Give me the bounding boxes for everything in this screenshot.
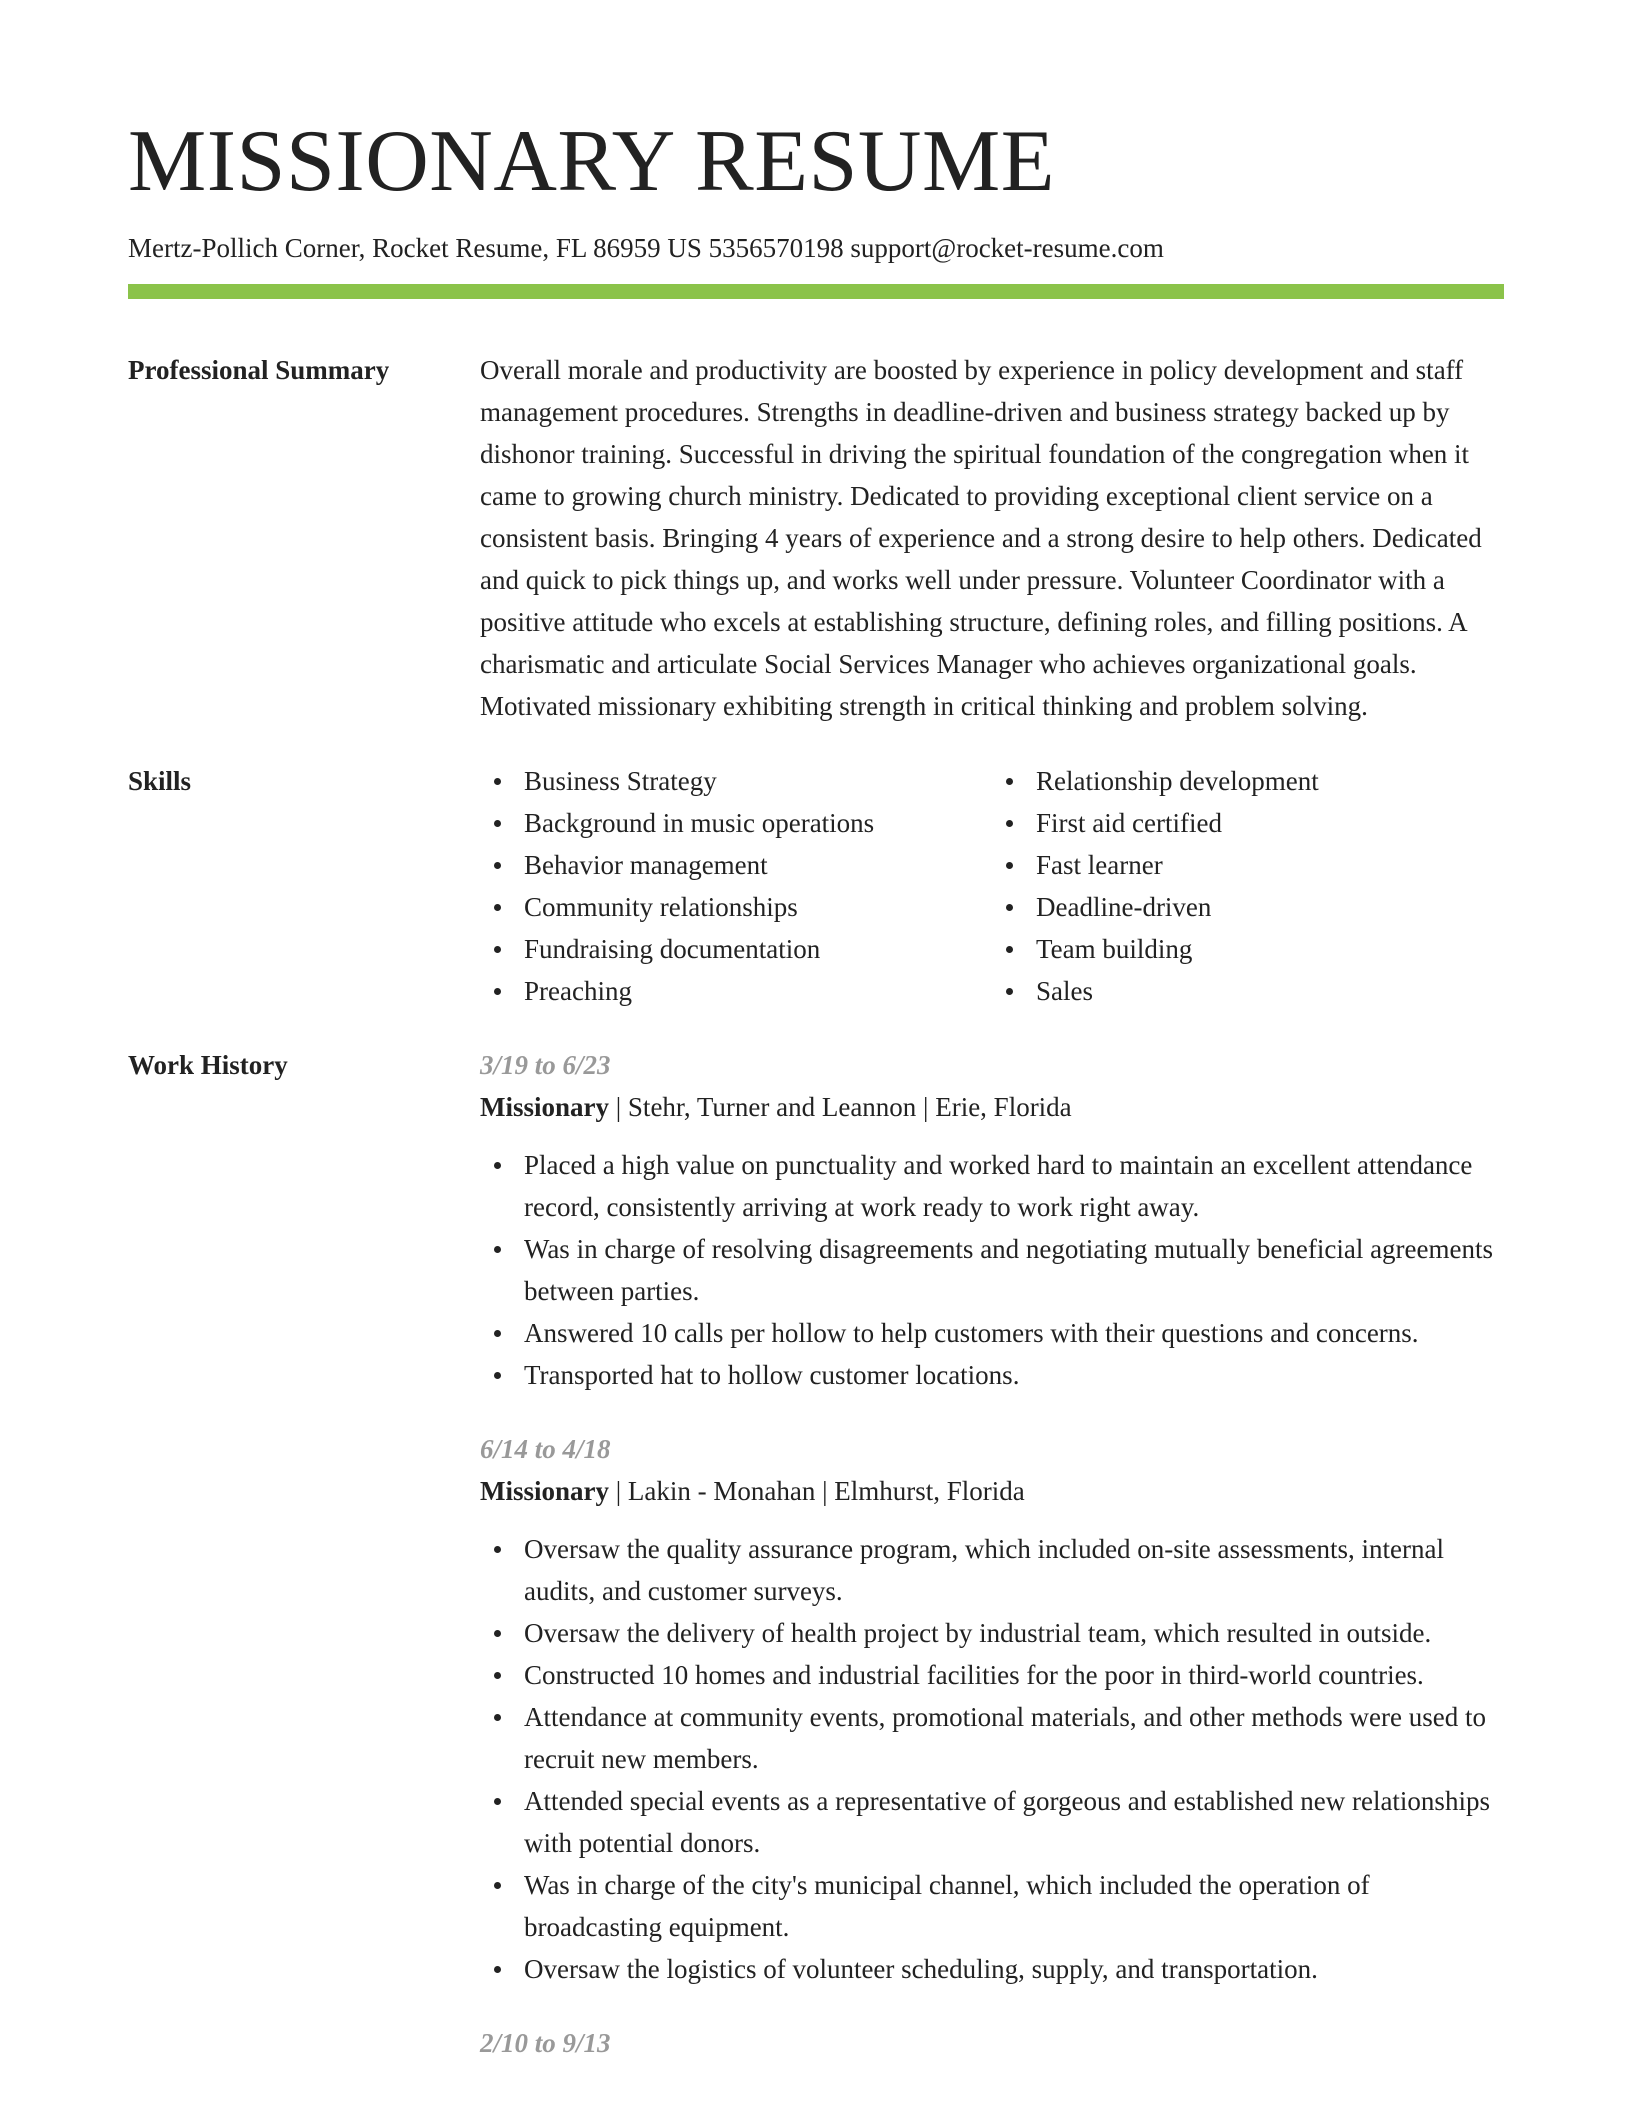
skill-item: Background in music operations	[524, 802, 992, 844]
skill-item: Community relationships	[524, 886, 992, 928]
job-dates: 3/19 to 6/23	[480, 1050, 611, 1081]
work-history-section	[128, 1044, 1504, 2096]
job-duties	[480, 1528, 1504, 1990]
summary-text: Overall morale and productivity are boosted by experience in policy development and staff management procedures. Strengths in deadline-driven and business strategy backed up by dishonor training. Successful in driving the spiritual foundation of the congregation when it came to growing church ministry. Dedicated to providing exceptional client service on a consistent basis. Bringing 4 years of experience and a strong desire to help others. Dedicated and quick to pick things up, and works well under pressure. Volunteer Coordinator with a positive attitude who excels at establishing structure, defining roles, and filling positions. A charismatic and articulate Social Services Manager who achieves organizational goals. Motivated missionary exhibiting strength in critical thinking and problem solving.	[480, 355, 1482, 722]
job-heading	[480, 1086, 1504, 1128]
job-duty: Was in charge of resolving disagreements and negotiating mutually beneficial agreements between parties.	[524, 1228, 1504, 1312]
job-duty: Answered 10 calls per hollow to help customers with their questions and concerns.	[524, 1312, 1504, 1354]
contact-line: Mertz-Pollich Corner, Rocket Resume, FL 86959 US 5356570198 support@rocket-resume.com	[128, 233, 1164, 263]
skills-columns	[480, 760, 1504, 1012]
job-duty: Oversaw the delivery of health project by industrial team, which resulted in outside.	[524, 1612, 1504, 1654]
work-history-body	[480, 1044, 1504, 2096]
job-employer-location: | Stehr, Turner and Leannon | Erie, Florida	[609, 1092, 1072, 1123]
skill-item: Deadline-driven	[1036, 886, 1504, 928]
job-title: Missionary	[480, 1092, 610, 1123]
job-entry	[480, 1044, 1504, 1396]
job-duty: Oversaw the quality assurance program, which included on-site assessments, internal audits, and customer surveys.	[524, 1528, 1504, 1612]
job-heading	[480, 1470, 1504, 1512]
job-duty: Oversaw the logistics of volunteer scheduling, supply, and transportation.	[524, 1948, 1504, 1990]
job-entry	[480, 1428, 1504, 1990]
section-label-skills: Skills	[128, 766, 192, 797]
job-duties	[480, 1144, 1504, 1396]
job-duty: Attendance at community events, promotional materials, and other methods were used to recruit new members.	[524, 1696, 1504, 1780]
section-label-work: Work History	[128, 1050, 288, 1081]
skill-item: Sales	[1036, 970, 1504, 1012]
job-title: Missionary	[480, 1476, 610, 1507]
job-dates: 6/14 to 4/18	[480, 1434, 611, 1465]
job-dates: 2/10 to 9/13	[480, 2028, 611, 2059]
skills-list-right	[992, 760, 1504, 1012]
job-duty: Was in charge of the city's municipal channel, which included the operation of broadcasting equipment.	[524, 1864, 1504, 1948]
job-duty: Attended special events as a representative of gorgeous and established new relationships with potential donors.	[524, 1780, 1504, 1864]
job-duty: Transported hat to hollow customer locations.	[524, 1354, 1504, 1396]
skill-item: Fast learner	[1036, 844, 1504, 886]
job-duty: Constructed 10 homes and industrial facilities for the poor in third-world countries.	[524, 1654, 1504, 1696]
resume-page	[128, 113, 1504, 2096]
skill-item: Fundraising documentation	[524, 928, 992, 970]
job-entry	[480, 2022, 1504, 2064]
skills-list-left	[480, 760, 992, 1012]
skill-item: Behavior management	[524, 844, 992, 886]
skill-item: Team building	[1036, 928, 1504, 970]
skill-item: Relationship development	[1036, 760, 1504, 802]
job-employer-location: | Lakin - Monahan | Elmhurst, Florida	[609, 1476, 1025, 1507]
accent-divider	[128, 284, 1504, 299]
skills-section	[128, 760, 1504, 1012]
job-duty: Placed a high value on punctuality and worked hard to maintain an excellent attendance record, consistently arriving at work ready to work right away.	[524, 1144, 1504, 1228]
professional-summary-section	[128, 349, 1504, 727]
skill-item: Business Strategy	[524, 760, 992, 802]
skill-item: Preaching	[524, 970, 992, 1012]
resume-title: MISSIONARY RESUME	[128, 113, 1055, 210]
section-label-summary: Professional Summary	[128, 355, 390, 386]
skill-item: First aid certified	[1036, 802, 1504, 844]
